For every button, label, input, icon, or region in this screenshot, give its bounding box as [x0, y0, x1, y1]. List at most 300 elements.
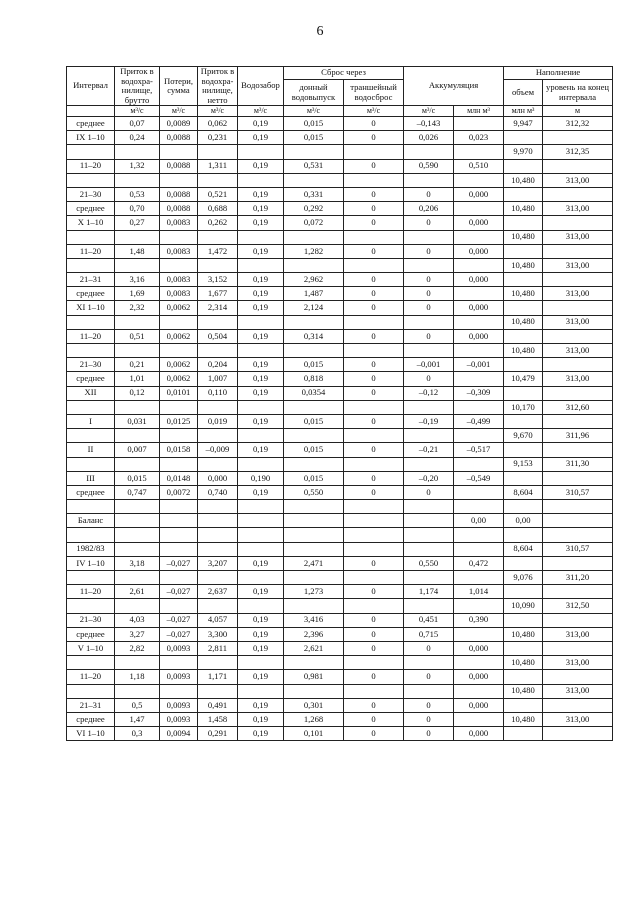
table-cell: 0: [404, 216, 454, 230]
table-cell: [454, 429, 504, 443]
table-row: [67, 117, 613, 131]
table-cell: [454, 315, 504, 329]
table-row: [67, 500, 613, 514]
table-cell: 2,811: [198, 641, 238, 655]
table-cell: [238, 500, 284, 514]
header-filling-volume: объем: [504, 80, 543, 106]
table-cell: [543, 585, 613, 599]
table-cell: 0,0148: [160, 471, 198, 485]
table-cell: 0,000: [454, 698, 504, 712]
table-cell: 0: [404, 670, 454, 684]
table-cell: 311,30: [543, 457, 613, 471]
table-cell: [238, 656, 284, 670]
table-cell: [67, 500, 115, 514]
table-cell: 9,670: [504, 429, 543, 443]
table-row: [67, 386, 613, 400]
table-cell: [238, 514, 284, 528]
table-cell: 0,19: [238, 556, 284, 570]
table-cell: [115, 173, 160, 187]
table-cell: 0,0088: [160, 187, 198, 201]
table-cell: [504, 414, 543, 428]
table-cell: [284, 173, 344, 187]
table-cell: 0: [404, 273, 454, 287]
table-cell: [543, 443, 613, 457]
table-cell: 0: [404, 372, 454, 386]
header-withdrawal: Водозабор: [238, 67, 284, 106]
table-cell: 0,12: [115, 386, 160, 400]
table-cell: [404, 500, 454, 514]
table-cell: [344, 542, 404, 556]
table-cell: [160, 173, 198, 187]
table-cell: 0,19: [238, 159, 284, 173]
table-cell: 3,152: [198, 273, 238, 287]
table-row: [67, 414, 613, 428]
header-inflow-gross: Приток в водохра-нилище, брутто: [115, 67, 160, 106]
table-cell: [543, 386, 613, 400]
table-cell: 0,07: [115, 117, 160, 131]
table-cell: 0: [344, 244, 404, 258]
table-cell: [284, 514, 344, 528]
table-cell: 0,70: [115, 202, 160, 216]
table-cell: [115, 599, 160, 613]
table-cell: [238, 684, 284, 698]
table-cell: 0,000: [454, 641, 504, 655]
table-cell: 0,550: [404, 556, 454, 570]
page-number: 6: [316, 24, 324, 39]
table-cell: 0,740: [198, 485, 238, 499]
table-cell: [238, 457, 284, 471]
table-cell: [67, 145, 115, 159]
table-cell: [504, 613, 543, 627]
table-cell: [238, 145, 284, 159]
table-row: [67, 542, 613, 556]
table-row: [67, 202, 613, 216]
table-row: [67, 698, 613, 712]
table-cell: [198, 457, 238, 471]
table-cell: [454, 485, 504, 499]
table-cell: [284, 656, 344, 670]
table-cell: [198, 514, 238, 528]
table-row: [67, 358, 613, 372]
table-cell: 10,480: [504, 627, 543, 641]
table-cell: 0,000: [454, 727, 504, 741]
table-row: [67, 244, 613, 258]
table-cell: [160, 599, 198, 613]
table-cell: [454, 457, 504, 471]
table-cell: [344, 457, 404, 471]
table-cell: [504, 670, 543, 684]
table-cell: [504, 585, 543, 599]
table-row: [67, 641, 613, 655]
table-cell: I: [67, 414, 115, 428]
table-cell: –0,499: [454, 414, 504, 428]
unit-cell: м³/с: [284, 106, 344, 117]
table-cell: 313,00: [543, 202, 613, 216]
table-cell: [284, 230, 344, 244]
table-row: [67, 400, 613, 414]
table-cell: 0,3: [115, 727, 160, 741]
table-cell: [404, 230, 454, 244]
unit-cell: м³/с: [404, 106, 454, 117]
table-cell: [160, 145, 198, 159]
table-cell: 1,69: [115, 287, 160, 301]
unit-cell: млн м³: [504, 106, 543, 117]
table-cell: 0,0354: [284, 386, 344, 400]
table-cell: [67, 528, 115, 542]
table-cell: [160, 514, 198, 528]
table-cell: 10,479: [504, 372, 543, 386]
table-cell: [454, 400, 504, 414]
table-cell: XI 1–10: [67, 301, 115, 315]
table-cell: 1,273: [284, 585, 344, 599]
table-cell: 0,0101: [160, 386, 198, 400]
table-cell: 10,480: [504, 202, 543, 216]
table-cell: 1,458: [198, 712, 238, 726]
table-cell: [404, 315, 454, 329]
header-losses: Потери, сумма: [160, 67, 198, 106]
table-row: [67, 613, 613, 627]
table-cell: [454, 344, 504, 358]
header-accumulation: Аккумуляция: [404, 67, 504, 106]
table-cell: 313,00: [543, 372, 613, 386]
table-cell: 0,491: [198, 698, 238, 712]
table-row: [67, 485, 613, 499]
table-cell: [344, 315, 404, 329]
table-cell: 313,00: [543, 287, 613, 301]
unit-cell: м: [543, 106, 613, 117]
table-cell: среднее: [67, 712, 115, 726]
table-cell: 0,0062: [160, 358, 198, 372]
table-row: [67, 315, 613, 329]
table-row: [67, 514, 613, 528]
table-cell: 0: [344, 670, 404, 684]
table-cell: 0,019: [198, 414, 238, 428]
table-cell: 10,480: [504, 656, 543, 670]
table-cell: [238, 429, 284, 443]
table-cell: [454, 202, 504, 216]
table-cell: 0,521: [198, 187, 238, 201]
header-discharge-trench: траншейный водосброс: [344, 80, 404, 106]
table-cell: 0,390: [454, 613, 504, 627]
table-cell: [115, 344, 160, 358]
table-cell: –0,001: [404, 358, 454, 372]
table-cell: 0,19: [238, 273, 284, 287]
table-cell: [504, 556, 543, 570]
table-cell: [284, 599, 344, 613]
table-cell: [160, 258, 198, 272]
table-cell: [238, 528, 284, 542]
table-cell: 0,331: [284, 187, 344, 201]
table-cell: –0,549: [454, 471, 504, 485]
table-cell: 9,076: [504, 571, 543, 585]
table-cell: 1,014: [454, 585, 504, 599]
header-interval: Интервал: [67, 67, 115, 106]
table-cell: 0,19: [238, 641, 284, 655]
table-cell: 0,0083: [160, 287, 198, 301]
table-row: [67, 230, 613, 244]
table-cell: 0,301: [284, 698, 344, 712]
table-cell: [404, 173, 454, 187]
table-cell: 11–20: [67, 585, 115, 599]
table-cell: 0: [344, 556, 404, 570]
table-cell: 0,19: [238, 698, 284, 712]
table-cell: 0,19: [238, 329, 284, 343]
table-cell: 0,0158: [160, 443, 198, 457]
table-row: [67, 528, 613, 542]
table-cell: 0: [404, 187, 454, 201]
table-row: [67, 258, 613, 272]
table-row: [67, 145, 613, 159]
table-cell: 3,16: [115, 273, 160, 287]
table-cell: 10,480: [504, 287, 543, 301]
table-cell: [284, 400, 344, 414]
table-row: [67, 429, 613, 443]
table-cell: 0,0093: [160, 712, 198, 726]
table-cell: 11–20: [67, 244, 115, 258]
table-cell: 0,072: [284, 216, 344, 230]
table-cell: [115, 571, 160, 585]
table-cell: 1,32: [115, 159, 160, 173]
table-cell: [344, 656, 404, 670]
table-row: [67, 684, 613, 698]
table-cell: [115, 457, 160, 471]
table-cell: 1,47: [115, 712, 160, 726]
table-cell: [504, 216, 543, 230]
table-cell: 312,50: [543, 599, 613, 613]
table-row: [67, 372, 613, 386]
table-cell: 2,637: [198, 585, 238, 599]
table-cell: [504, 358, 543, 372]
table-cell: [238, 173, 284, 187]
table-cell: 0: [344, 443, 404, 457]
table-cell: IX 1–10: [67, 131, 115, 145]
unit-cell: м³/с: [115, 106, 160, 117]
table-cell: 0,19: [238, 244, 284, 258]
table-cell: III: [67, 471, 115, 485]
table-cell: 0,19: [238, 386, 284, 400]
table-cell: 0: [344, 202, 404, 216]
table-cell: 0,19: [238, 485, 284, 499]
table-cell: 0,0093: [160, 670, 198, 684]
table-cell: 0,51: [115, 329, 160, 343]
table-cell: [115, 684, 160, 698]
table-cell: 8,604: [504, 542, 543, 556]
table-cell: [284, 344, 344, 358]
table-row: [67, 457, 613, 471]
table-cell: Баланс: [67, 514, 115, 528]
table-cell: 0,550: [284, 485, 344, 499]
table-cell: 310,57: [543, 542, 613, 556]
table-cell: [543, 329, 613, 343]
table-cell: 0,015: [284, 131, 344, 145]
table-cell: [67, 173, 115, 187]
table-cell: [67, 258, 115, 272]
table-cell: [504, 159, 543, 173]
header-inflow-net: Приток в водохра-нилище, нетто: [198, 67, 238, 106]
table-cell: 0,292: [284, 202, 344, 216]
table-cell: 21–30: [67, 358, 115, 372]
table-cell: [284, 542, 344, 556]
table-cell: [238, 400, 284, 414]
table-cell: 3,27: [115, 627, 160, 641]
table-cell: [160, 429, 198, 443]
table-cell: 0,21: [115, 358, 160, 372]
table-row: [67, 556, 613, 570]
table-cell: 0,19: [238, 613, 284, 627]
table-cell: [344, 684, 404, 698]
table-cell: 0,24: [115, 131, 160, 145]
table-cell: [67, 656, 115, 670]
table-cell: [454, 684, 504, 698]
unit-cell: м³/с: [198, 106, 238, 117]
table-cell: 0,206: [404, 202, 454, 216]
table-cell: 1,007: [198, 372, 238, 386]
table-cell: 2,82: [115, 641, 160, 655]
table-cell: 0: [404, 727, 454, 741]
table-cell: [344, 344, 404, 358]
table-cell: 21–30: [67, 613, 115, 627]
table-cell: 0,19: [238, 414, 284, 428]
table-cell: 0,015: [284, 471, 344, 485]
table-cell: 11–20: [67, 670, 115, 684]
table-cell: 312,60: [543, 400, 613, 414]
table-cell: [504, 301, 543, 315]
table-cell: [504, 727, 543, 741]
table-cell: [115, 145, 160, 159]
table-cell: [160, 344, 198, 358]
table-cell: 3,300: [198, 627, 238, 641]
table-cell: [67, 400, 115, 414]
table-cell: 2,962: [284, 273, 344, 287]
table-cell: [543, 613, 613, 627]
table-cell: [404, 400, 454, 414]
table-cell: [115, 400, 160, 414]
table-cell: 0,0062: [160, 329, 198, 343]
table-cell: [115, 528, 160, 542]
table-cell: [67, 344, 115, 358]
table-cell: 0: [404, 301, 454, 315]
table-cell: 313,00: [543, 315, 613, 329]
table-cell: 0: [344, 613, 404, 627]
table-cell: [115, 230, 160, 244]
table-cell: 2,61: [115, 585, 160, 599]
table-cell: [543, 471, 613, 485]
table-cell: [160, 500, 198, 514]
table-cell: 0,0088: [160, 131, 198, 145]
table-cell: [543, 244, 613, 258]
table-cell: 0,19: [238, 585, 284, 599]
table-cell: [404, 457, 454, 471]
table-cell: [238, 230, 284, 244]
table-cell: 0: [344, 712, 404, 726]
table-cell: 0,0062: [160, 372, 198, 386]
table-cell: II: [67, 443, 115, 457]
table-cell: 0,747: [115, 485, 160, 499]
table-cell: 310,57: [543, 485, 613, 499]
header-discharge-bottom: донный водовыпуск: [284, 80, 344, 106]
table-row: [67, 585, 613, 599]
table-cell: среднее: [67, 485, 115, 499]
table-cell: 21–30: [67, 187, 115, 201]
table-cell: [454, 599, 504, 613]
table-cell: 10,480: [504, 684, 543, 698]
table-cell: 313,00: [543, 627, 613, 641]
table-cell: среднее: [67, 372, 115, 386]
table-cell: 0,0089: [160, 117, 198, 131]
table-cell: 0,000: [454, 216, 504, 230]
table-cell: 0,007: [115, 443, 160, 457]
table-cell: 0: [344, 641, 404, 655]
table-cell: 1,18: [115, 670, 160, 684]
table-cell: 11–20: [67, 329, 115, 343]
table-cell: 9,153: [504, 457, 543, 471]
table-cell: 1,174: [404, 585, 454, 599]
table-cell: 313,00: [543, 684, 613, 698]
table-cell: 1,171: [198, 670, 238, 684]
table-cell: [198, 656, 238, 670]
table-cell: [160, 684, 198, 698]
table-cell: 2,621: [284, 641, 344, 655]
table-cell: 0,000: [454, 301, 504, 315]
table-cell: [284, 528, 344, 542]
table-row: [67, 727, 613, 741]
header-row: [67, 67, 613, 80]
table-cell: 0: [344, 372, 404, 386]
table-cell: [504, 443, 543, 457]
table-cell: 0,314: [284, 329, 344, 343]
table-cell: 10,480: [504, 315, 543, 329]
table-cell: среднее: [67, 627, 115, 641]
table-row: [67, 301, 613, 315]
table-row: [67, 627, 613, 641]
table-cell: [404, 145, 454, 159]
table-cell: [284, 429, 344, 443]
table-cell: [160, 656, 198, 670]
table-cell: [115, 514, 160, 528]
table-cell: 0: [344, 159, 404, 173]
table-cell: 0,015: [284, 443, 344, 457]
table-cell: 0,27: [115, 216, 160, 230]
table-cell: [543, 670, 613, 684]
unit-cell: м³/с: [344, 106, 404, 117]
table-cell: 1,487: [284, 287, 344, 301]
table-cell: 2,471: [284, 556, 344, 570]
table-cell: 0,53: [115, 187, 160, 201]
table-cell: –0,143: [404, 117, 454, 131]
table-cell: 313,00: [543, 258, 613, 272]
table-cell: 0,19: [238, 443, 284, 457]
table-cell: [454, 372, 504, 386]
table-cell: 0,023: [454, 131, 504, 145]
table-row: [67, 599, 613, 613]
table-cell: [504, 273, 543, 287]
table-cell: 0,000: [454, 244, 504, 258]
table-cell: [454, 656, 504, 670]
table-cell: [454, 117, 504, 131]
table-cell: [454, 230, 504, 244]
table-cell: [238, 344, 284, 358]
table-cell: [504, 641, 543, 655]
table-cell: [344, 599, 404, 613]
table-cell: 0,19: [238, 358, 284, 372]
table-cell: [404, 571, 454, 585]
table-cell: [344, 258, 404, 272]
table-cell: [344, 514, 404, 528]
table-cell: –0,21: [404, 443, 454, 457]
table-cell: 21–31: [67, 698, 115, 712]
units-row: [67, 106, 613, 117]
table-cell: 0,19: [238, 301, 284, 315]
